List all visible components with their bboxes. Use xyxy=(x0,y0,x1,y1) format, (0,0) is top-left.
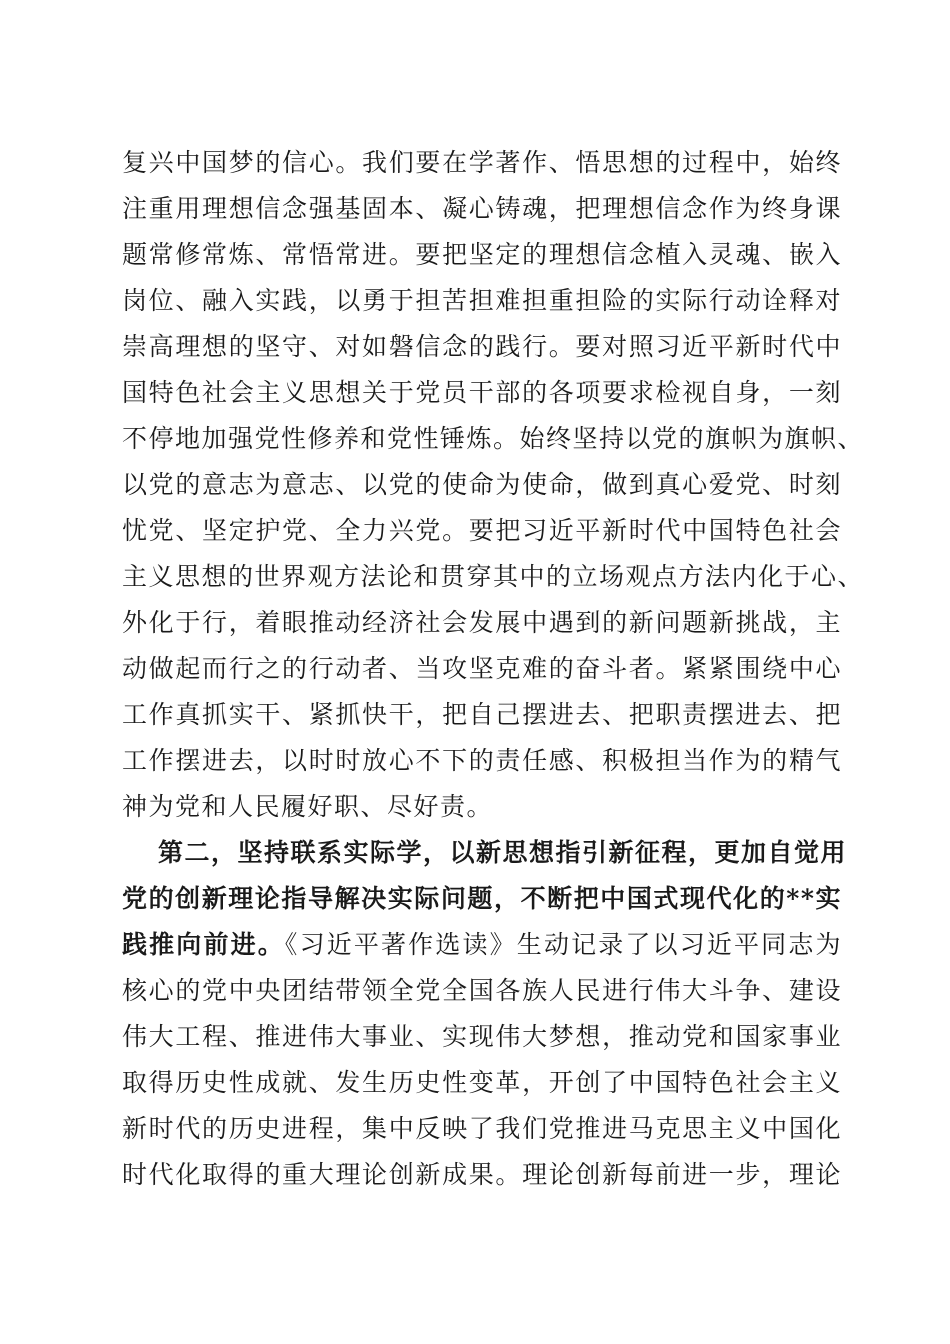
paragraph-1-line: 题常修常炼、常悟常进。要把坚定的理想信念植入灵魂、嵌入 xyxy=(122,240,842,269)
paragraph-1-line: 神为党和人民履好职、尽好责。 xyxy=(122,792,494,821)
paragraph-1-line: 主义思想的世界观方法论和贯穿其中的立场观点方法内化于心、 xyxy=(122,562,865,591)
paragraph-2-line: 新时代的历史进程，集中反映了我们党推进马克思主义中国化 xyxy=(122,1114,842,1143)
paragraph-1-line: 外化于行，着眼推动经济社会发展中遇到的新问题新挑战，主 xyxy=(122,608,842,637)
paragraph-1-line: 工作真抓实干、紧抓快干，把自己摆进去、把职责摆进去、把 xyxy=(122,700,842,729)
paragraph-2-line: 取得历史性成就、发生历史性变革，开创了中国特色社会主义 xyxy=(122,1068,842,1097)
paragraph-2-line: 时代化取得的重大理论创新成果。理论创新每前进一步，理论 xyxy=(122,1160,842,1189)
document-body xyxy=(122,140,865,1198)
paragraph-2-heading-line: 第二，坚持联系实际学，以新思想指引新征程，更加自觉用 xyxy=(158,838,848,867)
paragraph-1-line: 崇高理想的坚守、对如磐信念的践行。要对照习近平新时代中 xyxy=(122,332,842,361)
paragraph-1-line: 忧党、坚定护党、全力兴党。要把习近平新时代中国特色社会 xyxy=(122,516,842,545)
paragraph-1-line: 工作摆进去，以时时放心不下的责任感、积极担当作为的精气 xyxy=(122,746,842,775)
paragraph-1-line: 复兴中国梦的信心。我们要在学著作、悟思想的过程中，始终 xyxy=(122,148,842,177)
paragraph-2-heading-tail: 践推向前进。 xyxy=(122,930,285,959)
paragraph-1-line: 岗位、融入实践，以勇于担苦担难担重担险的实际行动诠释对 xyxy=(122,286,842,315)
paragraph-2-mixed-line xyxy=(122,922,842,968)
paragraph-2-heading-line: 党的创新理论指导解决实际问题，不断把中国式现代化的**实 xyxy=(122,884,842,913)
paragraph-2-line: 核心的党中央团结带领全党全国各族人民进行伟大斗争、建设 xyxy=(122,976,842,1005)
paragraph-1-line: 注重用理想信念强基固本、凝心铸魂，把理想信念作为终身课 xyxy=(122,194,842,223)
paragraph-1-line: 动做起而行之的行动者、当攻坚克难的奋斗者。紧紧围绕中心 xyxy=(122,654,842,683)
paragraph-2-body-start: 《习近平著作选读》生动记录了以习近平同志为 xyxy=(284,930,842,959)
paragraph-1-line: 以党的意志为意志、以党的使命为使命，做到真心爱党、时刻 xyxy=(122,470,842,499)
paragraph-2-line: 伟大工程、推进伟大事业、实现伟大梦想，推动党和国家事业 xyxy=(122,1022,842,1051)
paragraph-1-line: 国特色社会主义思想关于党员干部的各项要求检视自身，一刻 xyxy=(122,378,842,407)
paragraph-1-line: 不停地加强党性修养和党性锤炼。始终坚持以党的旗帜为旗帜、 xyxy=(122,424,865,453)
